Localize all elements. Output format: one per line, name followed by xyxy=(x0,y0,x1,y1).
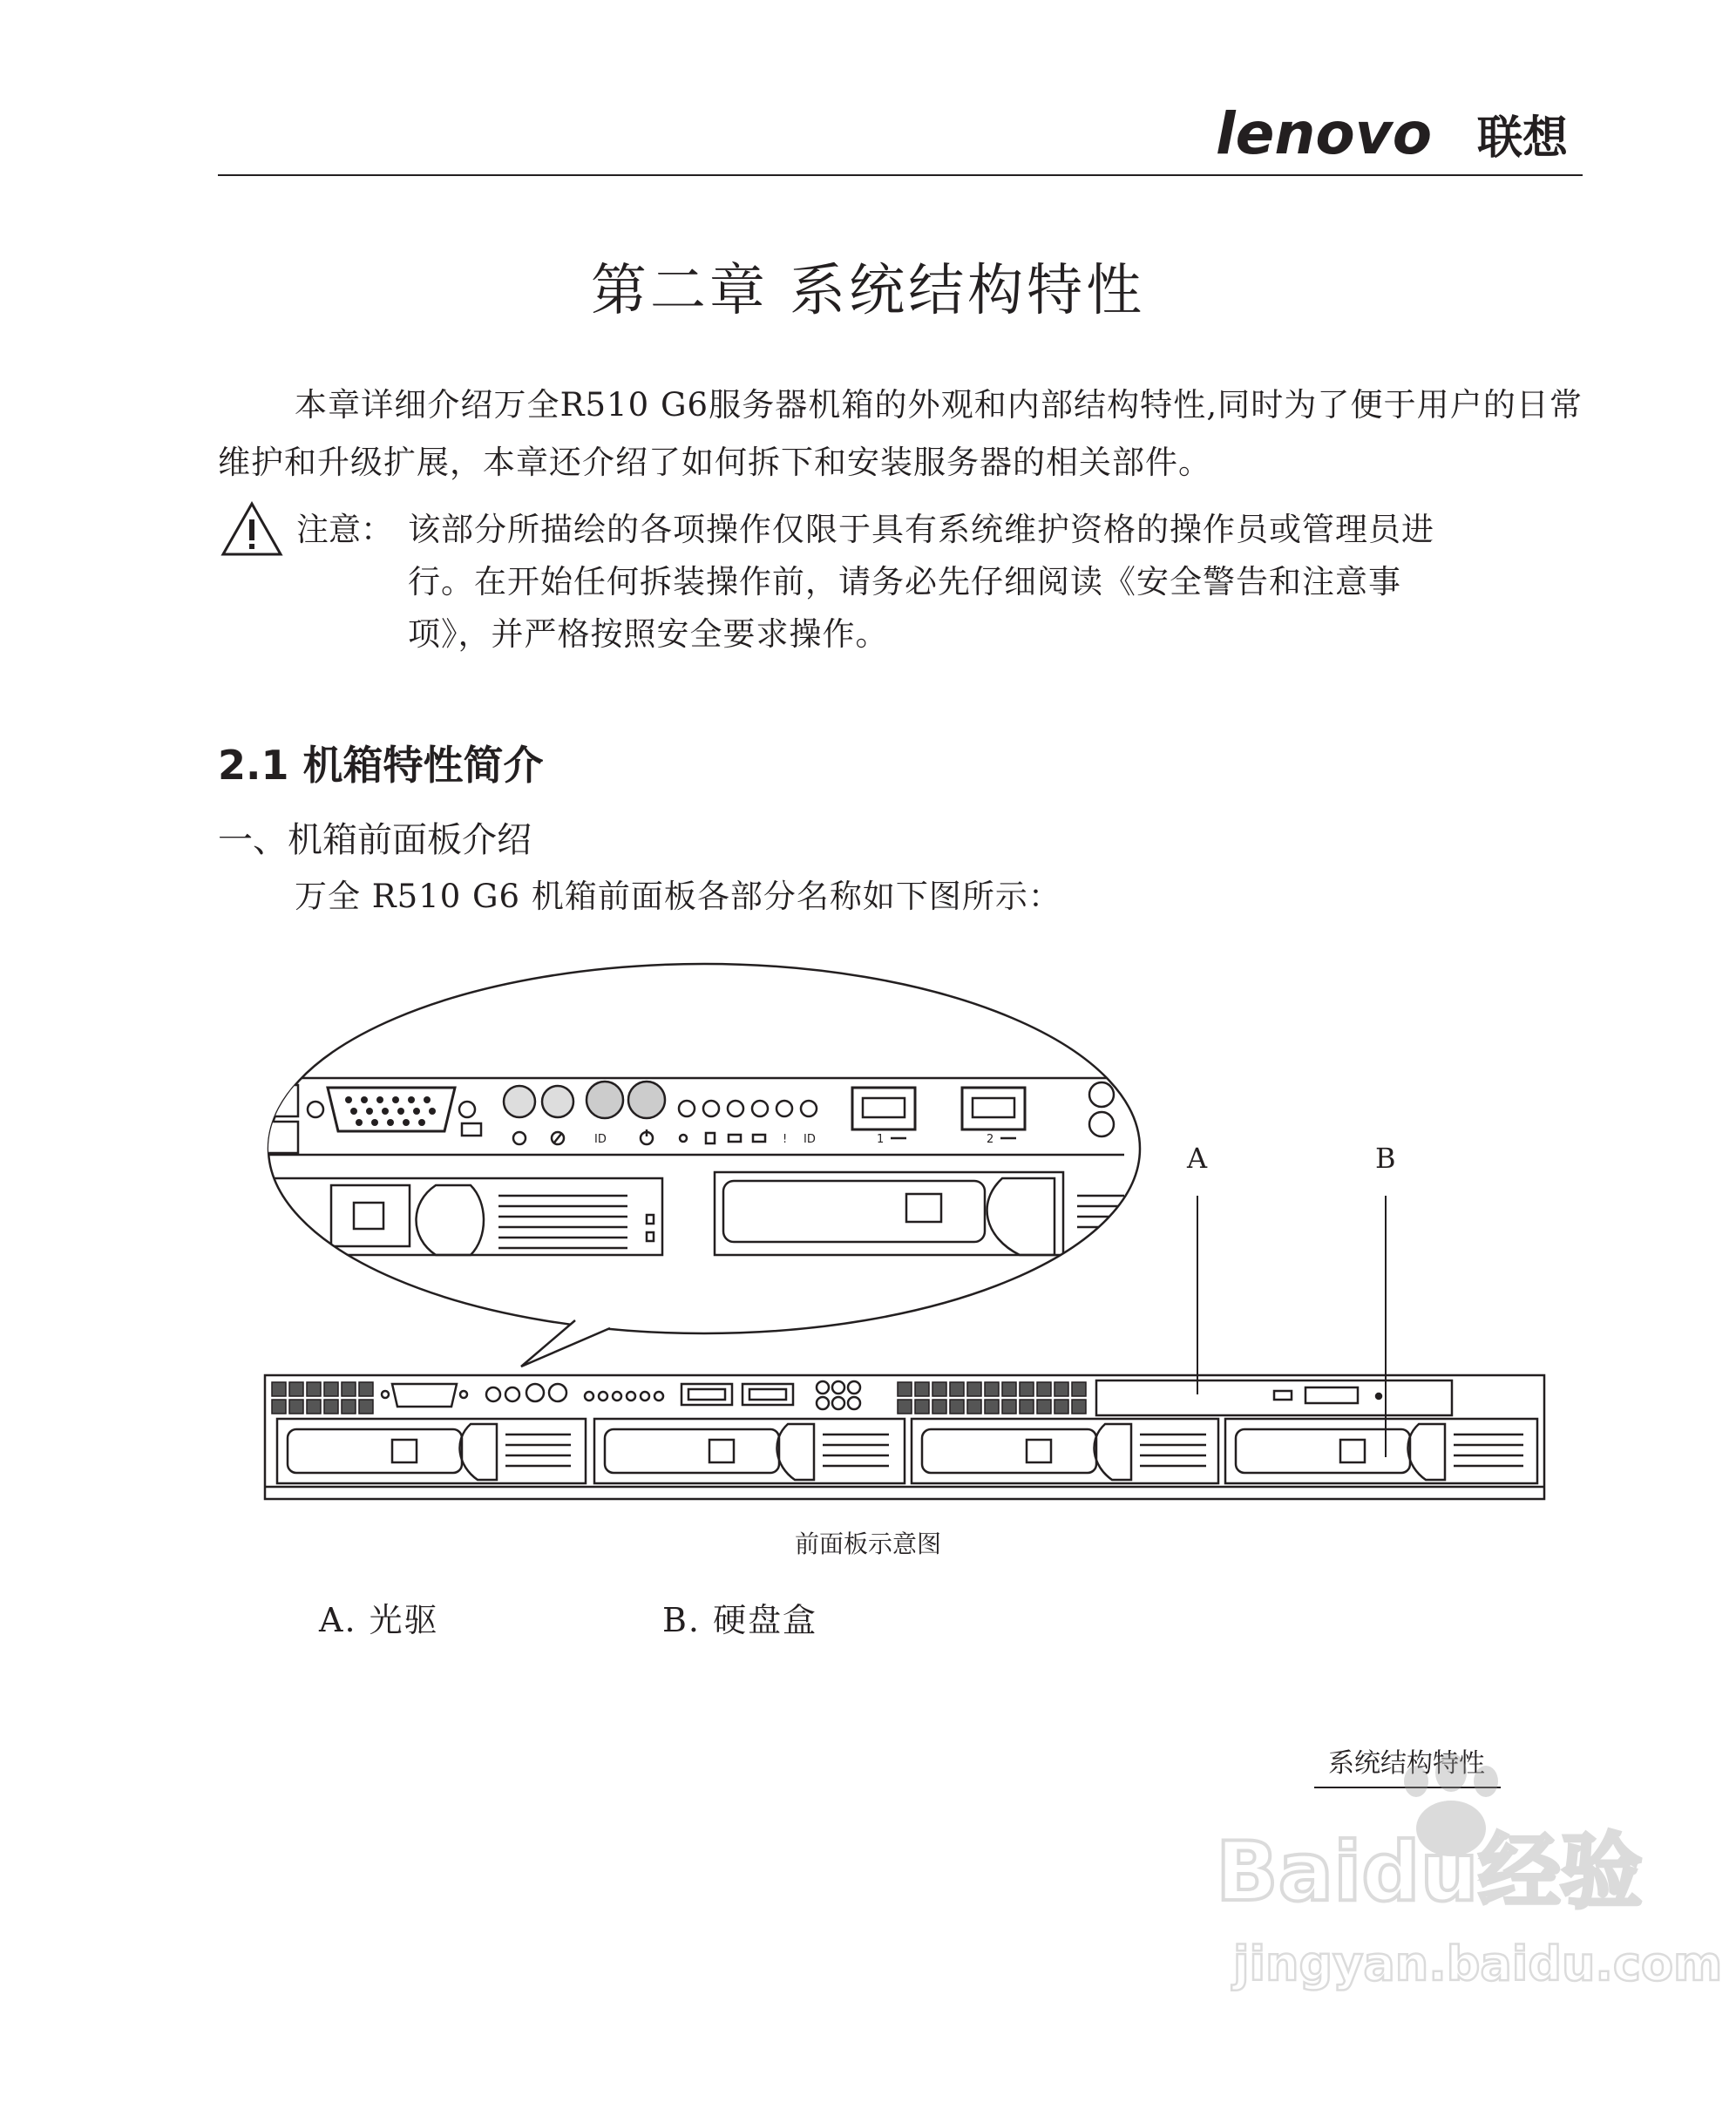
baidu-watermark xyxy=(1216,1743,1723,1996)
callout-b-label: B xyxy=(1375,1142,1396,1175)
logo-en: lenovo xyxy=(1216,100,1433,167)
usb2-label: 2 xyxy=(987,1133,994,1146)
note-line-3: 项》，并严格按照安全要求操作。 xyxy=(408,615,889,653)
subsection-heading: 一、机箱前面板介绍 xyxy=(218,820,532,860)
warning-icon xyxy=(220,500,284,558)
section-heading xyxy=(218,734,544,791)
legend-a: A. 光驱 xyxy=(319,1601,439,1639)
note-line-2: 行。在开始任何拆装操作前，请务必先仔细阅读《安全警告和注意事 xyxy=(408,563,1401,600)
legend-b: B. 硬盘盒 xyxy=(662,1601,818,1639)
lenovo-logo xyxy=(1216,100,1582,173)
hard-drive-bay-4 xyxy=(1225,1419,1537,1483)
optical-drive xyxy=(1096,1380,1452,1415)
chapter-title: 第二章 系统结构特性 xyxy=(590,259,1146,323)
note-label: 注意： xyxy=(296,511,393,548)
vga-connector xyxy=(328,1088,455,1131)
note-line-1: 该部分所描绘的各项操作仅限于具有系统维护资格的操作员或管理员进 xyxy=(408,511,1434,548)
nmi-button-icon xyxy=(542,1086,573,1117)
usb-port-1 xyxy=(852,1088,915,1129)
watermark-url: jingyan.baidu.com xyxy=(1233,1936,1723,1991)
watermark-brand: Baidu经验 xyxy=(1216,1825,1643,1920)
usb-port-2 xyxy=(962,1088,1025,1129)
callout-a-label: A xyxy=(1187,1142,1208,1175)
hard-drive-bay-1 xyxy=(277,1419,586,1483)
zoom-pointer xyxy=(521,1320,610,1367)
footer-section-label: 系统结构特性 xyxy=(1328,1748,1485,1779)
section-number: 2.1 xyxy=(218,742,289,789)
intro-paragraph: 本章详细介绍万全R510 G6服务器机箱的外观和内部结构特性,同时为了便于用户的日常维护和升级扩展，本章还介绍了如何拆下和安装服务器的相关部件。 xyxy=(218,386,1583,481)
chassis-outline xyxy=(265,1375,1544,1499)
zoom-ellipse xyxy=(268,964,1140,1333)
note-text xyxy=(410,504,1583,661)
id-led-label: ID xyxy=(804,1133,816,1146)
alert-led-label: ! xyxy=(783,1133,788,1146)
power-button-icon xyxy=(628,1082,665,1118)
figure-caption: 前面板示意图 xyxy=(794,1530,941,1558)
usb1-label: 1 xyxy=(877,1133,885,1146)
id-button-icon xyxy=(587,1082,623,1118)
figure-intro: 万全 R510 G6 机箱前面板各部分名称如下图所示： xyxy=(295,878,1061,915)
vent-grid-left xyxy=(272,1382,373,1414)
zoom-detail xyxy=(253,1078,1124,1255)
section-title: 机箱特性简介 xyxy=(302,742,544,789)
logo-cn: 联想 xyxy=(1477,112,1569,165)
hard-drive-bay-3 xyxy=(912,1419,1218,1483)
id-button-label: ID xyxy=(594,1133,607,1146)
vent-grid-right xyxy=(898,1382,1086,1414)
reset-button-icon xyxy=(504,1086,535,1117)
hard-drive-bay-2 xyxy=(594,1419,905,1483)
header-rule xyxy=(218,174,1583,176)
